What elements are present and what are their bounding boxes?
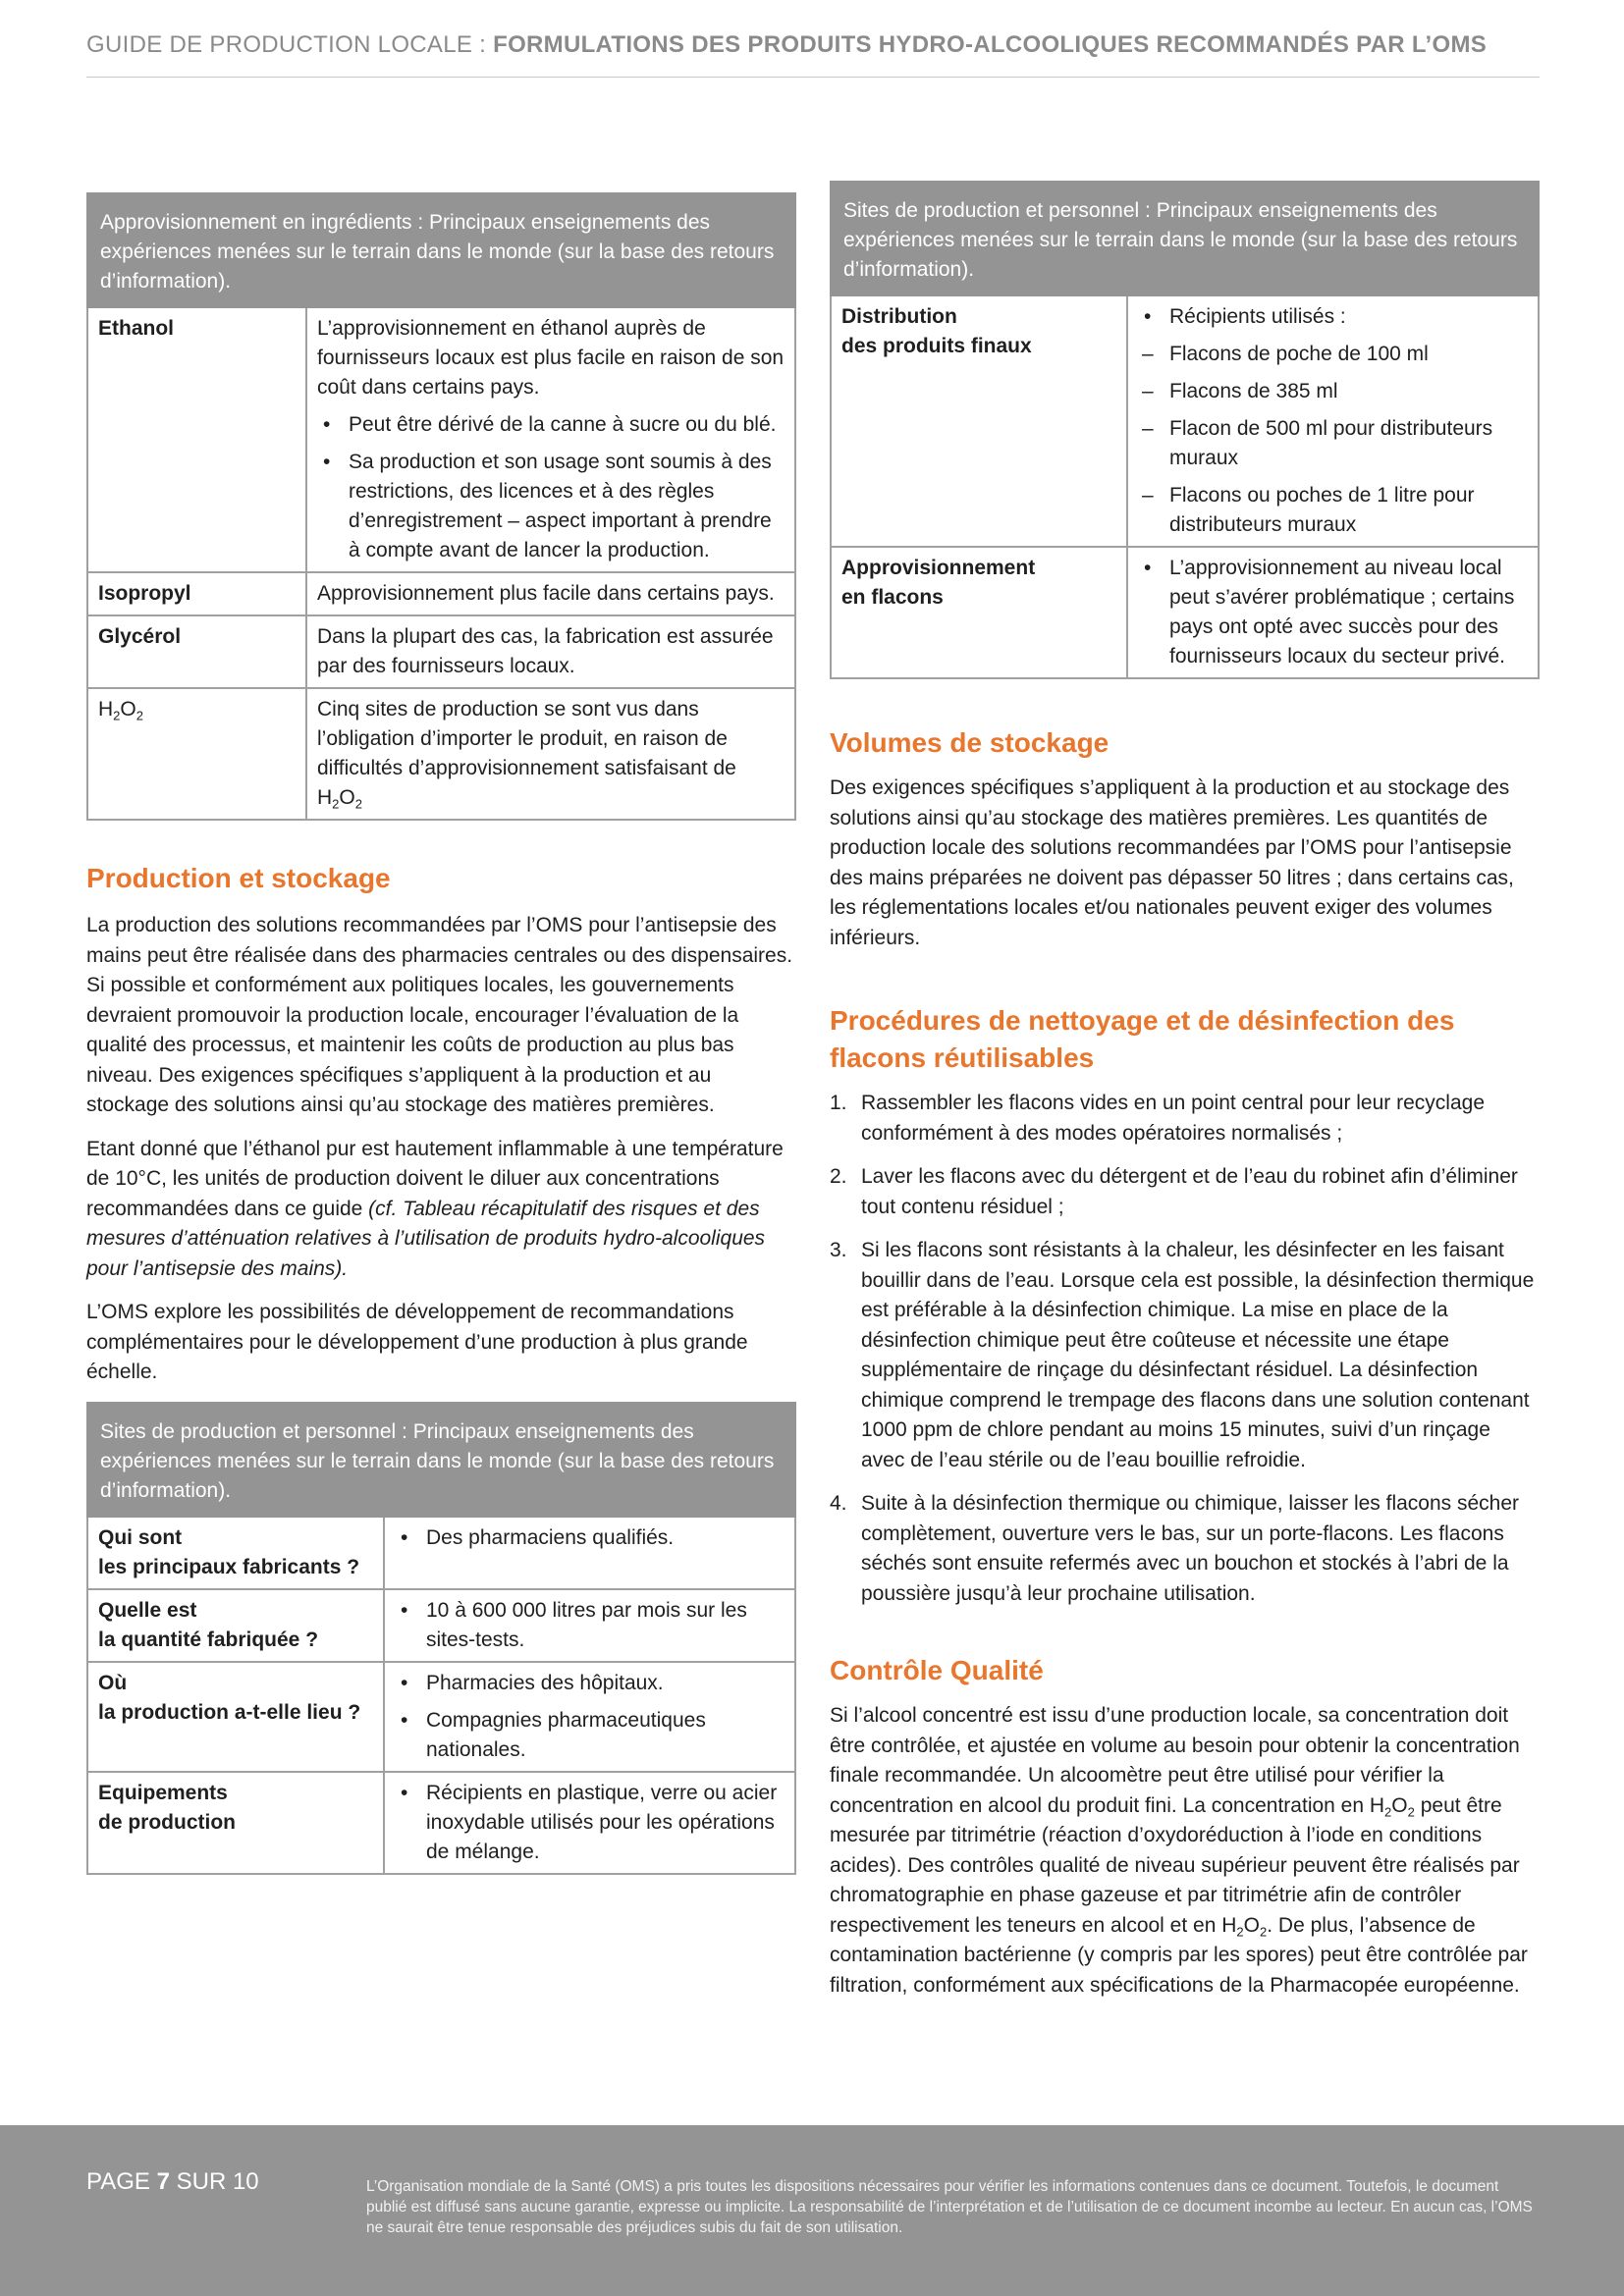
list-item: • Récipients utilisés : xyxy=(1138,302,1528,332)
sites-table-caption: Sites de production et personnel : Principaux enseignements des expériences menées sur le terrain dans le monde (sur la base des retours d’information). xyxy=(87,1403,795,1517)
paragraph: Etant donné que l’éthanol pur est hautement inflammable à une température de 10°C, les unités de production doivent le diluer aux concentrations recommandées dans ce guide (cf. Tableau récapitulatif des risques et des mesures d’atténuation relatives à l’utilisation de produits hydro-alcooliques pour l’antisepsie des mains). xyxy=(86,1137,784,1280)
paragraph: La production des solutions recommandées par l’OMS pour l’antisepsie des mains peut être réalisée dans des pharmacies centrales ou des dispensaires. Si possible et conformément aux politiques locales, les gouvernements devraient promouvoir la production locale, encourager l’évaluation de la qualité des processus, et maintenir les coûts de production au plus bas niveau. Des exigences spécifiques s’appliquent à la production et au stockage des solutions ainsi qu’au stockage des matières premières. xyxy=(86,914,793,1116)
ingredients-table-caption: Approvisionnement en ingrédients : Principaux enseignements des expériences menées sur le terrain dans le monde (sur la base des retours d’information). xyxy=(87,193,795,307)
table-row xyxy=(87,307,795,572)
section-heading-production: Production et stockage xyxy=(86,863,391,893)
row-label: Isopropyl xyxy=(87,572,306,615)
row-label: Equipements de production xyxy=(87,1772,384,1874)
paragraph: L’OMS explore les possibilités de développement de recommandations complémentaires pour le développement d’une production à plus grande échelle. xyxy=(86,1301,748,1383)
row-text: Cinq sites de production se sont vus dans l’obligation d’importer le produit, en raison de difficultés d’approvisionnement satisfaisant de xyxy=(317,698,736,779)
footer xyxy=(0,2125,1624,2296)
table-row xyxy=(87,688,795,820)
list-item: • Compagnies pharmaceutiques nationales. xyxy=(395,1706,785,1765)
row-label: Distribution des produits finaux xyxy=(831,295,1127,547)
header-divider xyxy=(86,77,1540,78)
list-item: – Flacons de 385 ml xyxy=(1138,377,1528,406)
row-label: Ethanol xyxy=(87,307,306,572)
table-row xyxy=(831,547,1539,678)
list-item: • 10 à 600 000 litres par mois sur les sites-tests. xyxy=(395,1596,785,1655)
table-row xyxy=(87,615,795,688)
sites-table-right xyxy=(830,181,1540,679)
section-heading-volumes: Volumes de stockage xyxy=(830,727,1110,758)
sites-table-caption: Sites de production et personnel : Principaux enseignements des expériences menées sur le terrain dans le monde (sur la base des retours d’information). xyxy=(831,182,1539,295)
list-item: – Flacons de poche de 100 ml xyxy=(1138,340,1528,369)
row-text: L’approvisionnement en éthanol auprès de fournisseurs locaux est plus facile en raison de son coût dans certains pays. xyxy=(317,317,785,399)
list-item: 2. Laver les flacons avec du détergent et de l’eau du robinet afin d’éliminer tout contenu résiduel ; xyxy=(830,1165,1518,1218)
list-item: • Des pharmaciens qualifiés. xyxy=(395,1523,785,1553)
left-column xyxy=(86,192,796,1875)
list-item: 3. Si les flacons sont résistants à la chaleur, les désinfecter en les faisant bouillir dans de l’eau. Lorsque cela est possible, la désinfection thermique est préférable à la désinfection chimique. La mise en place de la désinfection chimique peut être coûteuse et nécessite une étape supplémentaire de rinçage du désinfectant résiduel. La désinfection chimique comprend le trempage des flacons dans une solution contenant 1000 ppm de chlore pendant au moins 15 minutes, suivi d’un rinçage avec de l’eau stérile ou de l’eau bouillie refroidie. xyxy=(830,1239,1535,1471)
row-label: Où la production a-t-elle lieu ? xyxy=(87,1662,384,1772)
sites-table-left xyxy=(86,1402,796,1875)
row-label-formula: $H_2O_2$ xyxy=(87,688,306,820)
table-row xyxy=(87,572,795,615)
right-column xyxy=(830,181,1540,2001)
section-heading-quality: Contrôle Qualité xyxy=(830,1655,1044,1685)
table-row xyxy=(831,295,1539,547)
row-content xyxy=(306,688,795,820)
formula: $H_2O_2$ xyxy=(1369,1793,1415,1820)
table-row xyxy=(87,1517,795,1589)
list-item: • Récipients en plastique, verre ou acier inoxydable utilisés pour les opérations de mélange. xyxy=(395,1779,785,1867)
list-item: 4. Suite à la désinfection thermique ou chimique, laisser les flacons sécher complètement, ouverture vers le bas, sur un porte-flacons. Les flacons séchés sont ensuite refermés avec un bouchon et stockés à l’abri de la poussière jusqu’à leur prochaine utilisation. xyxy=(830,1492,1520,1605)
table-row xyxy=(87,1589,795,1662)
header-prefix: GUIDE DE PRODUCTION LOCALE : xyxy=(86,31,494,58)
formula: $H_2O_2$ xyxy=(1221,1913,1268,1940)
paragraph: Si l’alcool concentré est issu d’une production locale, sa concentration doit être contrôlée, et ajustée en volume au besoin pour obtenir la concentration finale recommandée. Un alcoomètre peut être utilisé pour vérifier la concentration en alcool du produit fini. La concentration en $H_2O_2$ peut être mesurée par titrimétrie (réaction d’oxydoréduction à l’iode en conditions acides). Des contrôles qualité de niveau supérieur peuvent être réalisés par chromatographie en phase gazeuse et par titrimétrie afin de contrôler respectivement les teneurs en alcool et en $H_2O_2$. De plus, l’absence de contamination bactérienne (y compris par les spores) peut être contrôlée par filtration, conformément aux spécifications de la Pharmacopée européenne. xyxy=(830,1704,1528,1997)
disclaimer: L’Organisation mondiale de la Santé (OMS) a pris toutes les dispositions nécessaires pour vérifier les informations contenues dans ce document. Toutefois, le document publié est diffusé sans aucune garantie, expresse ou implicite. La responsabilité de l’interprétation et de l’utilisation de ce document incombe au lecteur. En aucun cas, l’OMS ne saurait être tenue responsable des préjudices subis du fait de son utilisation. xyxy=(366,2178,1533,2236)
row-label: Approvisionnement en flacons xyxy=(831,547,1127,678)
row-text: Dans la plupart des cas, la fabrication est assurée par des fournisseurs locaux. xyxy=(306,615,795,688)
table-row xyxy=(87,1772,795,1874)
row-label: Qui sont les principaux fabricants ? xyxy=(87,1517,384,1589)
italic-reference: (cf. Tableau récapitulatif des risques et des mesures d’atténuation relatives à l’utilisation de produits hydro-alcooliques pour l’antisepsie des mains). xyxy=(86,1197,766,1280)
row-label: Quelle est la quantité fabriquée ? xyxy=(87,1589,384,1662)
list-item: • Pharmacies des hôpitaux. xyxy=(395,1669,785,1698)
paragraph: Des exigences spécifiques s’appliquent à la production et au stockage des solutions ainsi qu’au stockage des matières premières. Les quantités de production locale des solutions recommandées par l’OMS pour l’antisepsie des mains préparées ne doivent pas dépasser 50 litres ; dans certains cas, les réglementations locales et/ou nationales peuvent exiger des volumes inférieurs. xyxy=(830,776,1514,949)
row-text: Approvisionnement plus facile dans certains pays. xyxy=(306,572,795,615)
table-row xyxy=(87,1662,795,1772)
formula: $H_2O_2$ xyxy=(317,786,363,812)
procedure-steps xyxy=(830,1089,1540,1609)
list-item: – Flacons ou poches de 1 litre pour distributeurs muraux xyxy=(1138,481,1528,540)
row-label: Glycérol xyxy=(87,615,306,688)
list-item: • Sa production et son usage sont soumis à des restrictions, des licences et à des règles d’enregistrement – aspect important à prendre à compte avant de lancer la production. xyxy=(317,448,785,565)
header-title: FORMULATIONS DES PRODUITS HYDRO-ALCOOLIQUES RECOMMANDÉS PAR L’OMS xyxy=(493,31,1488,58)
list-item: • L’approvisionnement au niveau local peut s’avérer problématique ; certains pays ont opté avec succès pour des fournisseurs locaux du secteur privé. xyxy=(1138,554,1528,671)
ingredients-table xyxy=(86,192,796,821)
page-number: PAGE 7 SUR 10 xyxy=(86,2168,259,2195)
row-content xyxy=(306,307,795,572)
running-header xyxy=(86,31,1540,59)
list-item: – Flacon de 500 ml pour distributeurs muraux xyxy=(1138,414,1528,473)
section-heading-procedures: Procédures de nettoyage et de désinfection des flacons réutilisables xyxy=(830,1005,1455,1073)
list-item: 1. Rassembler les flacons vides en un point central pour leur recyclage conformément à des modes opératoires normalisés ; xyxy=(830,1092,1485,1145)
list-item: • Peut être dérivé de la canne à sucre ou du blé. xyxy=(317,410,785,440)
